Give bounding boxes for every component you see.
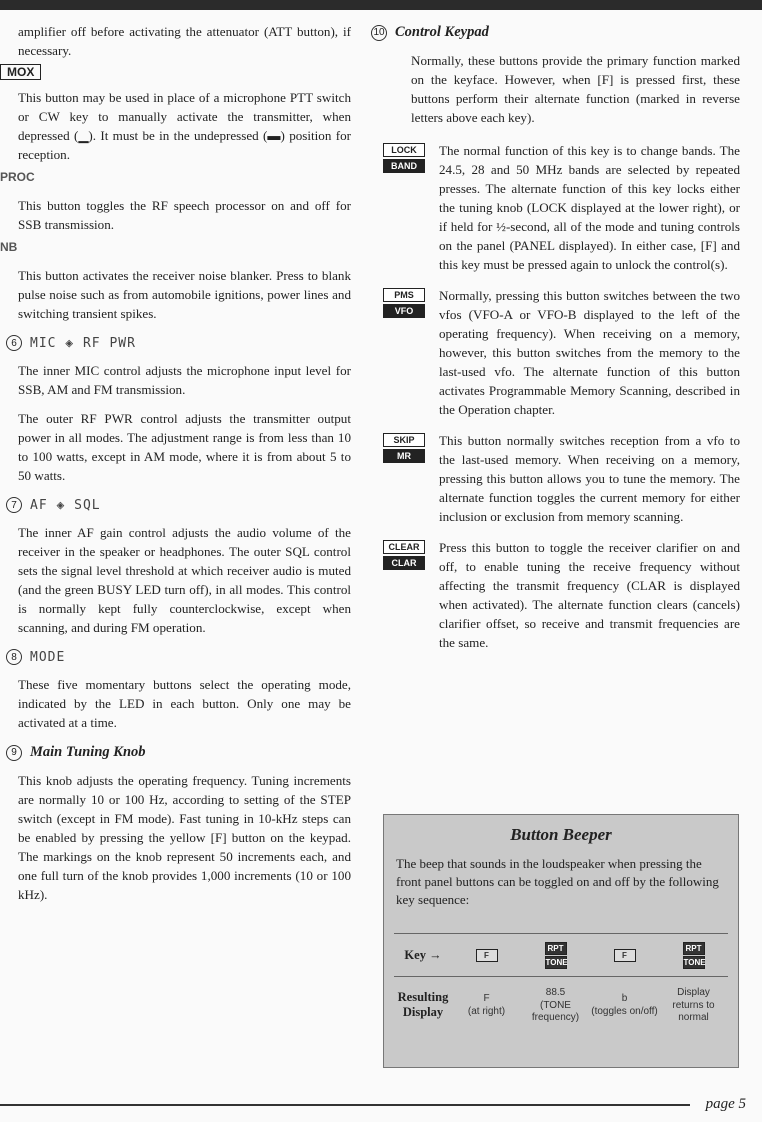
section-6-paragraph-2: The outer RF PWR control adjusts the transmitter output power in all modes. The adjustment range is from less than 10 to 100 watts, except in AM mode, where it is from about 5 to 50 watts. — [18, 411, 351, 483]
section-6-title: MIC ◈ RF PWR — [30, 335, 136, 351]
section-10-number: 10 — [371, 25, 387, 41]
display-main: Display — [677, 986, 710, 998]
mr-key-label: MR — [383, 449, 425, 463]
section-7-number: 7 — [6, 497, 22, 513]
lock-band-key — [383, 141, 427, 274]
pms-vfo-text: Normally, pressing this button switches between the two vfos (VFO-A or VFO-B displayed to the left of the operating frequency). When receiving on a memory, however, this button switches from the memory to the last-used vfo. The alternate function of this button activates Programmable Memory Scanning, described in the Operation chapter. — [439, 288, 740, 417]
lock-key-label: LOCK — [383, 143, 425, 157]
display-sub: (TONE frequency) — [531, 999, 580, 1023]
intro-continuation: amplifier off before activating the attenuator (ATT button), if necessary. — [18, 24, 351, 58]
section-10-intro: Normally, these buttons provide the primary function marked on the keyface. However, when [F] is pressed first, these buttons perform their alternate function (marked in reverse letters above each key). — [411, 53, 740, 125]
skip-key-label: SKIP — [383, 433, 425, 447]
section-6-heading — [6, 335, 351, 351]
key-row-label: Key → — [404, 947, 442, 962]
pms-vfo-key — [383, 286, 427, 419]
right-column — [373, 22, 740, 664]
button-beeper-box — [383, 814, 739, 1068]
skip-mr-key — [383, 431, 427, 526]
beeper-key-2 — [521, 942, 590, 969]
rpt-label: RPT — [683, 942, 705, 955]
section-9-title: Main Tuning Knob — [30, 744, 146, 760]
vfo-key-label: VFO — [383, 304, 425, 318]
key-entry-clear-clar — [383, 538, 740, 652]
display-cell-3 — [590, 993, 659, 1018]
section-9-number: 9 — [6, 745, 22, 761]
section-6-number: 6 — [6, 335, 22, 351]
beeper-table — [394, 933, 728, 1033]
display-cell-4 — [659, 987, 728, 1024]
page-number: page 5 — [705, 1096, 746, 1112]
band-key-label: BAND — [383, 159, 425, 173]
section-8-heading — [6, 649, 351, 665]
pms-key-label: PMS — [383, 288, 425, 302]
beeper-title: Button Beeper — [510, 825, 612, 844]
tone-key-icon: TONE — [683, 957, 706, 967]
display-cell-2 — [521, 987, 590, 1024]
lock-band-text: The normal function of this key is to change bands. The 24.5, 28 and 50 MHz bands are selected by repeated presses. The alternate function of this key locks either the tuning knob (LOCK displayed at the lower right), or if held for ½-second, all of the mode and tuning controls on the panel (PANEL displayed). In either case, [F] and this key must be pressed again to unlock the control(s). — [439, 143, 740, 272]
beeper-key-4 — [659, 942, 728, 969]
skip-mr-text: This button normally switches reception from a vfo to the last-used memory. When receiving on a memory, pressing this button allows you to tune the memory. The alternate function toggles the current memory for either inclusion or exclusion from memory scanning. — [439, 433, 740, 524]
footer-rule — [0, 1104, 690, 1106]
display-sub: (toggles on/off) — [591, 1005, 658, 1017]
beeper-key-3 — [590, 949, 659, 962]
section-9-text: This knob adjusts the operating frequency. Tuning increments are normally 10 or 100 Hz, according to setting of the STEP switch (except in FM mode). Fast tuning in 10-kHz steps can be enabled by pressing the yellow [F] button on the keypad. The markings on the knob represent 50 increments each, and one full turn of the knob provides 1,000 increments (10 or 100 kHz). — [18, 773, 351, 902]
beeper-intro: The beep that sounds in the loudspeaker when pressing the front panel buttons can be toggled on and off by the following key sequence: — [396, 856, 719, 907]
display-row-label: Resulting Display — [397, 990, 449, 1019]
display-main: b — [621, 992, 628, 1004]
clar-key-label: CLAR — [383, 556, 425, 570]
section-8-title: MODE — [30, 649, 66, 665]
section-7-text: The inner AF gain control adjusts the audio volume of the receiver in the speaker or headphones. The outer SQL control sets the signal level threshold at which receiver audio is muted (and the green BUSY LED turn off), in all modes. This control is normally kept fully counterclockwise, except when scanning, and during FM operation. — [18, 525, 351, 635]
clear-clar-text: Press this button to toggle the receiver clarifier on and off, to enable tuning the receive frequency without affecting the transmit frequency (CLAR is displayed when activated). The alternate function clears (cancels) clarifier offset, so receive and transmit frequencies are the same. — [439, 540, 740, 650]
f-key-icon: F — [476, 949, 498, 962]
section-7-title: AF ◈ SQL — [30, 497, 101, 513]
proc-text: This button toggles the RF speech processor on and off for SSB transmission. — [18, 198, 351, 232]
clear-clar-key — [383, 538, 427, 652]
rpt-label: RPT — [545, 942, 567, 955]
beeper-display-row — [394, 977, 728, 1033]
proc-key-heading: PROC — [0, 170, 35, 184]
nb-key-heading: NB — [0, 240, 18, 254]
display-main: 88.5 — [545, 986, 566, 998]
tone-key-icon: TONE — [545, 957, 568, 967]
display-main: F — [483, 992, 490, 1004]
top-bar — [0, 0, 762, 10]
section-8-text: These five momentary buttons select the operating mode, indicated by the LED in each button. Only one may be activated at a time. — [18, 677, 351, 730]
section-7-heading — [6, 497, 351, 513]
mox-key-heading: MOX — [0, 64, 41, 80]
section-6-paragraph-1: The inner MIC control adjusts the microphone input level for SSB, AM and FM transmission. — [18, 363, 351, 397]
section-8-number: 8 — [6, 649, 22, 665]
beeper-key-1 — [452, 949, 521, 962]
left-column — [0, 22, 351, 904]
clear-key-label: CLEAR — [383, 540, 425, 554]
beeper-key-row — [394, 934, 728, 977]
section-10-title: Control Keypad — [395, 24, 489, 40]
key-entry-lock-band — [383, 141, 740, 274]
nb-text: This button activates the receiver noise blanker. Press to blank pulse noise such as from automobile ignitions, power lines and switching transient spikes. — [18, 268, 351, 321]
section-10-heading — [371, 24, 740, 41]
key-entry-pms-vfo — [383, 286, 740, 419]
f-key-icon: F — [614, 949, 636, 962]
section-9-heading — [6, 744, 351, 761]
display-sub: returns to normal — [672, 999, 715, 1023]
display-sub: (at right) — [467, 1005, 506, 1017]
key-entry-skip-mr — [383, 431, 740, 526]
display-cell-1 — [452, 993, 521, 1018]
mox-text: This button may be used in place of a microphone PTT switch or CW key to manually activate the transmitter, when depressed (▁). It must be in the undepressed (▬) position for reception. — [18, 90, 351, 162]
